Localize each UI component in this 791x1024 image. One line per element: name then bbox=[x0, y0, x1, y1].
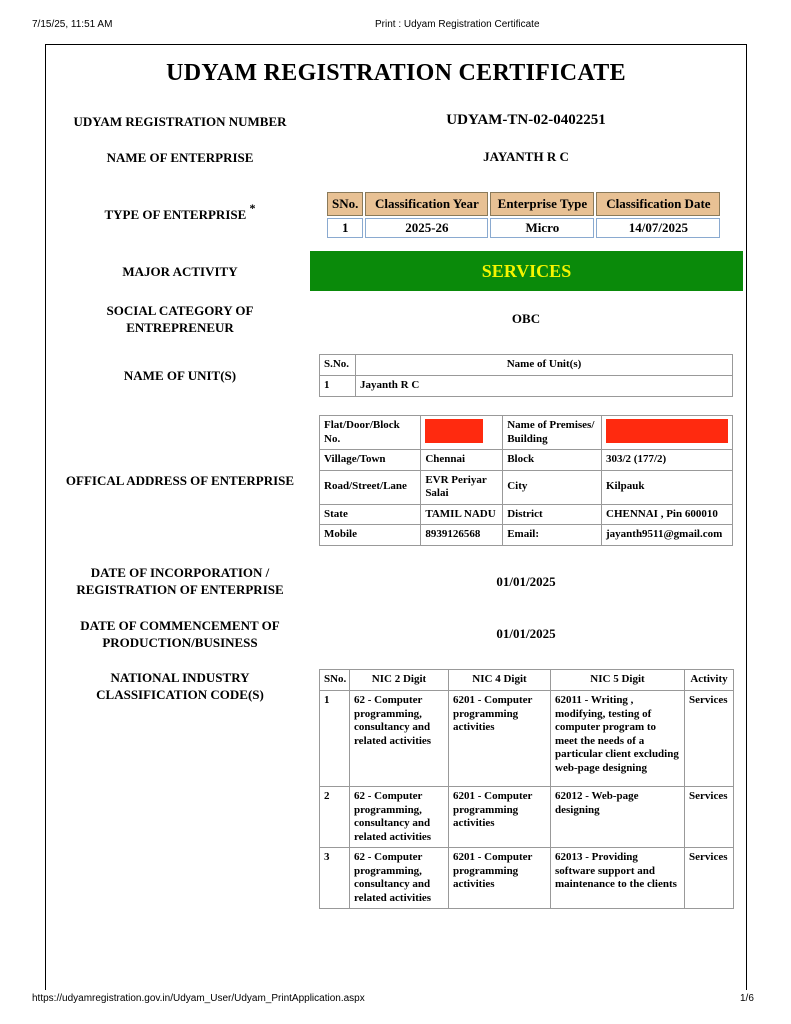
nic-label-line1: NATIONAL INDUSTRY bbox=[110, 670, 250, 685]
nic-row-activity: Services bbox=[685, 787, 734, 848]
email-value: jayanth9511@gmail.com bbox=[602, 525, 733, 546]
units-sno: 1 bbox=[320, 376, 356, 397]
road-label: Road/Street/Lane bbox=[320, 470, 421, 504]
print-url: https://udyamregistration.gov.in/Udyam_User/Udyam_PrintApplication.aspx bbox=[32, 993, 365, 1004]
print-page-count: 1/6 bbox=[740, 993, 754, 1004]
classification-header-type: Enterprise Type bbox=[490, 192, 594, 216]
nic-header-2digit: NIC 2 Digit bbox=[350, 670, 449, 691]
major-activity-label: MAJOR ACTIVITY bbox=[122, 264, 238, 279]
village-value: Chennai bbox=[421, 450, 503, 471]
classification-type: Micro bbox=[490, 218, 594, 238]
flat-redaction bbox=[425, 419, 483, 443]
units-row bbox=[320, 376, 733, 397]
classification-header-year: Classification Year bbox=[365, 192, 488, 216]
incorporation-label bbox=[58, 564, 302, 598]
certificate-title: UDYAM REGISTRATION CERTIFICATE bbox=[166, 60, 626, 86]
nic-row-2digit: 62 - Computer programming, consultancy and related activities bbox=[350, 848, 449, 909]
units-table bbox=[319, 354, 733, 397]
premises-label: Name of Premises/ Building bbox=[503, 416, 602, 450]
address-row-mobile bbox=[320, 525, 733, 546]
nic-row-sno: 2 bbox=[320, 787, 350, 848]
units-header-name: Name of Unit(s) bbox=[356, 355, 733, 376]
nic-row-4digit: 6201 - Computer programming activities bbox=[449, 787, 551, 848]
nic-row-5digit: 62012 - Web-page designing bbox=[551, 787, 685, 848]
nic-row-4digit: 6201 - Computer programming activities bbox=[449, 691, 551, 787]
state-value: TAMIL NADU bbox=[421, 504, 503, 525]
certificate-frame-left bbox=[45, 44, 46, 990]
address-row-village bbox=[320, 450, 733, 471]
units-name: Jayanth R C bbox=[356, 376, 733, 397]
enterprise-name-label: NAME OF ENTERPRISE bbox=[106, 150, 254, 165]
nic-table bbox=[319, 669, 734, 909]
state-label: State bbox=[320, 504, 421, 525]
units-header-sno: S.No. bbox=[320, 355, 356, 376]
classification-table bbox=[325, 190, 722, 240]
classification-header-sno: SNo. bbox=[327, 192, 363, 216]
nic-row-sno: 3 bbox=[320, 848, 350, 909]
classification-header-date: Classification Date bbox=[596, 192, 720, 216]
nic-header-4digit: NIC 4 Digit bbox=[449, 670, 551, 691]
classification-row bbox=[327, 218, 720, 238]
units-header-row bbox=[320, 355, 733, 376]
commencement-label-line2: PRODUCTION/BUSINESS bbox=[102, 635, 258, 650]
address-row-state bbox=[320, 504, 733, 525]
classification-date: 14/07/2025 bbox=[596, 218, 720, 238]
nic-header-row bbox=[320, 670, 734, 691]
flat-label: Flat/Door/Block No. bbox=[320, 416, 421, 450]
classification-header-row bbox=[327, 192, 720, 216]
mobile-label: Mobile bbox=[320, 525, 421, 546]
village-label: Village/Town bbox=[320, 450, 421, 471]
address-row-flat bbox=[320, 416, 733, 450]
reg-number-value: UDYAM-TN-02-0402251 bbox=[446, 112, 606, 128]
commencement-label bbox=[58, 617, 302, 651]
nic-label-line2: CLASSIFICATION CODE(S) bbox=[96, 687, 264, 702]
city-label: City bbox=[503, 470, 602, 504]
certificate-frame-top bbox=[45, 44, 747, 45]
enterprise-type-label-text: TYPE OF ENTERPRISE bbox=[104, 207, 247, 222]
enterprise-type-label bbox=[58, 201, 302, 223]
nic-row bbox=[320, 787, 734, 848]
nic-row-sno: 1 bbox=[320, 691, 350, 787]
certificate-frame-right bbox=[746, 44, 747, 990]
reg-number-label: UDYAM REGISTRATION NUMBER bbox=[73, 114, 287, 129]
enterprise-name-value: JAYANTH R C bbox=[483, 149, 569, 164]
nic-row bbox=[320, 691, 734, 787]
incorporation-label-line1: DATE OF INCORPORATION / bbox=[90, 565, 270, 580]
district-value: CHENNAI , Pin 600010 bbox=[602, 504, 733, 525]
nic-row-activity: Services bbox=[685, 691, 734, 787]
nic-row-activity: Services bbox=[685, 848, 734, 909]
classification-year: 2025-26 bbox=[365, 218, 488, 238]
nic-row-5digit: 62011 - Writing , modifying, testing of computer program to meet the needs of a particular client excluding web-page designing bbox=[551, 691, 685, 787]
nic-label bbox=[58, 669, 302, 703]
social-category-label-line1: SOCIAL CATEGORY OF bbox=[106, 303, 254, 318]
required-star: * bbox=[249, 201, 256, 215]
address-table bbox=[319, 415, 733, 546]
print-datetime: 7/15/25, 11:51 AM bbox=[32, 19, 113, 30]
classification-sno: 1 bbox=[327, 218, 363, 238]
nic-row bbox=[320, 848, 734, 909]
city-value: Kilpauk bbox=[602, 470, 733, 504]
incorporation-label-line2: REGISTRATION OF ENTERPRISE bbox=[76, 582, 284, 597]
nic-row-4digit: 6201 - Computer programming activities bbox=[449, 848, 551, 909]
premises-value bbox=[602, 416, 733, 450]
block-label: Block bbox=[503, 450, 602, 471]
block-value: 303/2 (177/2) bbox=[602, 450, 733, 471]
nic-row-2digit: 62 - Computer programming, consultancy and related activities bbox=[350, 691, 449, 787]
print-page-title: Print : Udyam Registration Certificate bbox=[375, 19, 540, 30]
nic-header-5digit: NIC 5 Digit bbox=[551, 670, 685, 691]
nic-row-2digit: 62 - Computer programming, consultancy and related activities bbox=[350, 787, 449, 848]
address-label: OFFICAL ADDRESS OF ENTERPRISE bbox=[65, 473, 295, 488]
major-activity-banner: SERVICES bbox=[310, 251, 743, 291]
social-category-label-line2: ENTREPRENEUR bbox=[126, 320, 234, 335]
incorporation-date: 01/01/2025 bbox=[496, 574, 556, 589]
nic-row-5digit: 62013 - Providing software support and maintenance to the clients bbox=[551, 848, 685, 909]
nic-header-activity: Activity bbox=[685, 670, 734, 691]
units-label: NAME OF UNIT(S) bbox=[123, 368, 237, 383]
flat-value bbox=[421, 416, 503, 450]
commencement-label-line1: DATE OF COMMENCEMENT OF bbox=[80, 618, 280, 633]
address-row-road bbox=[320, 470, 733, 504]
mobile-value: 8939126568 bbox=[421, 525, 503, 546]
email-label: Email: bbox=[503, 525, 602, 546]
social-category-label bbox=[58, 302, 302, 336]
road-value: EVR Periyar Salai bbox=[421, 470, 503, 504]
premises-redaction bbox=[606, 419, 728, 443]
district-label: District bbox=[503, 504, 602, 525]
nic-header-sno: SNo. bbox=[320, 670, 350, 691]
social-category-value: OBC bbox=[511, 311, 541, 326]
commencement-date: 01/01/2025 bbox=[496, 626, 556, 641]
